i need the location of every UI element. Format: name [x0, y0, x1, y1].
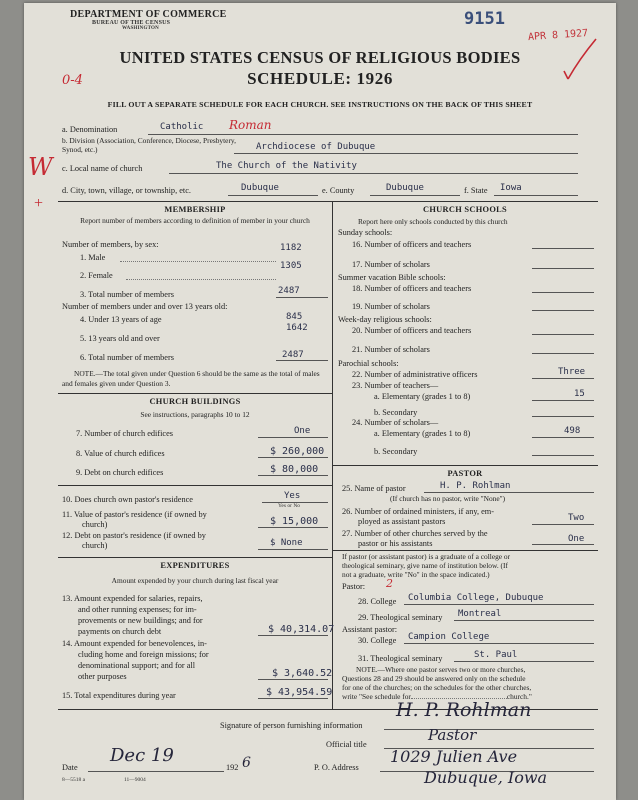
- q26-label: 26. Number of ordained ministers, if any, em- ployed as assistant pastors: [342, 507, 494, 526]
- weekday-schools-label: Week-day religious schools:: [338, 315, 432, 324]
- edifices-count-label: 7. Number of church edifices: [76, 429, 173, 438]
- q14-label: 14. Amount expended for benevolences, in- cluding home and foreign missions; for denominational support; and for all other purposes: [62, 639, 209, 681]
- instructions-line: FILL OUT A SEPARATE SCHEDULE FOR EACH CHURCH. SEE INSTRUCTIONS ON THE BACK OF THIS SHEET: [107, 100, 533, 109]
- q29-label: 29. Theological seminary: [358, 613, 443, 622]
- pastor-sub-label: Pastor:: [342, 582, 366, 591]
- edifices-value-value: $ 260,000: [270, 446, 325, 457]
- county-value: Dubuque: [386, 183, 424, 193]
- q13-label: 13. Amount expended for salaries, repairs, and other running expenses; for im- provements or new buildings; and for payments on church debt: [62, 594, 203, 636]
- q18-label: 18. Number of officers and teachers: [352, 284, 472, 293]
- residence-value-label-2: church): [82, 520, 108, 529]
- total-members-age-label: 6. Total number of members: [80, 353, 174, 362]
- owns-residence-value: Yes: [284, 491, 301, 501]
- denomination-label: a. Denomination: [62, 125, 118, 134]
- pastor-red-mark: 2: [386, 577, 393, 590]
- form-subtitle: SCHEDULE: 1926: [247, 69, 393, 88]
- q29-value: Montreal: [458, 609, 502, 619]
- q24-label: 24. Number of scholars—: [352, 418, 439, 427]
- q30-label: 30. College: [358, 636, 397, 645]
- schools-intro: Report here only schools conducted by this church: [358, 217, 508, 226]
- address-label: P. O. Address: [314, 763, 359, 772]
- q31-value: St. Paul: [474, 650, 518, 660]
- q14-value: $ 3,640.52: [272, 668, 333, 679]
- total-members-label: 3. Total number of members: [80, 290, 174, 299]
- membership-note: NOTE.—The total given under Question 6 should be the same as the total of males and females given under Question 3.: [62, 369, 320, 388]
- q17-label: 17. Number of scholars: [352, 260, 430, 269]
- female-value: 1305: [280, 261, 302, 271]
- total-members-value: 2487: [278, 286, 300, 296]
- membership-heading: MEMBERSHIP: [164, 205, 226, 214]
- residence-value-value: $ 15,000: [270, 516, 319, 527]
- male-value: 1182: [280, 243, 302, 253]
- expenditures-heading: EXPENDITURES: [160, 561, 230, 570]
- edifices-value-label: 8. Value of church edifices: [76, 449, 165, 458]
- owns-residence-label: 10. Does church own pastor's residence: [62, 495, 193, 504]
- received-date-stamp: APR 8 1927: [527, 27, 589, 44]
- membership-intro: Report number of members according to definition of member in your church: [80, 216, 310, 225]
- margin-w-mark: W: [28, 153, 53, 181]
- year-digit: 6: [242, 755, 251, 771]
- division-label: b. Division (Association, Conference, Diocese, Presbytery, Synod, etc.): [62, 136, 236, 154]
- over-13-label: 5. 13 years old and over: [80, 334, 160, 343]
- signature-value: H. P. Rohlman: [396, 699, 532, 721]
- total-expenditures-value: $ 43,954.59: [266, 687, 333, 698]
- plus-mark-icon: +: [34, 195, 44, 212]
- form-title: UNITED STATES CENSUS OF RELIGIOUS BODIES: [119, 48, 521, 67]
- state-label: f. State: [464, 186, 488, 195]
- year-prefix: 192: [226, 763, 239, 772]
- yes-no-hint: Yes or No: [278, 503, 301, 509]
- q24a-value: 498: [564, 426, 581, 436]
- official-title-label: Official title: [326, 740, 367, 749]
- graduate-note: If pastor (or assistant pastor) is a graduate of a college or theological seminary, give name of institution below. (If not a graduate, write "No" in the space indicated.): [342, 552, 511, 579]
- department-name: DEPARTMENT OF COMMERCE: [70, 9, 227, 20]
- state-value: Iowa: [500, 183, 522, 193]
- city-label: d. City, town, village, or township, etc.: [62, 186, 191, 195]
- q25-value: H. P. Rohlman: [440, 481, 511, 491]
- buildings-intro: See instructions, paragraphs 10 to 12: [140, 410, 250, 419]
- q26-value: Two: [568, 513, 585, 523]
- residence-debt-value: $ None: [270, 538, 303, 548]
- address-line-1: 1029 Julien Ave: [390, 747, 518, 766]
- male-label: 1. Male: [80, 253, 106, 262]
- department-heading: [70, 9, 227, 31]
- census-schedule-sheet: [24, 3, 616, 800]
- members-by-age-label: Number of members under and over 13 years old:: [62, 302, 228, 311]
- q23b-label: b. Secondary: [374, 408, 418, 417]
- q19-label: 19. Number of scholars: [352, 302, 430, 311]
- church-name-label: c. Local name of church: [62, 164, 143, 173]
- schedule-number: 9151: [464, 9, 505, 29]
- q21-label: 21. Number of scholars: [352, 345, 430, 354]
- edifices-debt-label: 9. Debt on church edifices: [76, 468, 164, 477]
- q23a-label: a. Elementary (grades 1 to 8): [374, 392, 471, 401]
- date-label: Date: [62, 763, 78, 772]
- female-label: 2. Female: [80, 271, 113, 280]
- buildings-heading: CHURCH BUILDINGS: [149, 397, 241, 406]
- members-by-sex-label: Number of members, by sex:: [62, 240, 159, 249]
- code-mark: 0-4: [62, 73, 83, 88]
- over-13-value: 1642: [286, 323, 308, 333]
- print-code: 11—9004: [124, 777, 146, 783]
- signature-label: Signature of person furnishing information: [220, 721, 363, 730]
- q31-label: 31. Theological seminary: [358, 654, 443, 663]
- edifices-debt-value: $ 80,000: [270, 464, 319, 475]
- q25-label: 25. Name of pastor: [342, 484, 406, 493]
- q20-label: 20. Number of officers and teachers: [352, 326, 472, 335]
- form-code: 8—5518 a: [62, 777, 86, 783]
- city-value: Dubuque: [241, 183, 279, 193]
- under-13-label: 4. Under 13 years of age: [80, 315, 162, 324]
- church-name-value: The Church of the Nativity: [216, 161, 357, 171]
- q28-value: Columbia College, Dubuque: [408, 593, 544, 603]
- q13-value: $ 40,314.07: [268, 624, 335, 635]
- q24b-label: b. Secondary: [374, 447, 418, 456]
- total-expenditures-label: 15. Total expenditures during year: [62, 691, 176, 700]
- denomination-handwritten: Roman: [229, 118, 272, 132]
- date-value: Dec 19: [110, 745, 174, 766]
- bureau-city: WASHINGTON: [122, 26, 159, 31]
- residence-debt-label-2: church): [82, 541, 108, 550]
- parochial-schools-label: Parochial schools:: [338, 359, 399, 368]
- official-title-value: Pastor: [428, 726, 477, 744]
- pastor-heading: PASTOR: [447, 469, 483, 478]
- q23-label: 23. Number of teachers—: [352, 381, 439, 390]
- q23a-value: 15: [574, 389, 585, 399]
- under-13-value: 845: [286, 312, 303, 322]
- q30-value: Campion College: [408, 632, 490, 642]
- q25-note: (If church has no pastor, write "None"): [390, 494, 506, 503]
- schools-heading: CHURCH SCHOOLS: [422, 205, 507, 214]
- q16-label: 16. Number of officers and teachers: [352, 240, 472, 249]
- sunday-schools-label: Sunday schools:: [338, 228, 393, 237]
- summer-schools-label: Summer vacation Bible schools:: [338, 273, 446, 282]
- q22-label: 22. Number of administrative officers: [352, 370, 478, 379]
- county-label: e. County: [322, 186, 355, 195]
- address-line-2: Dubuque, Iowa: [424, 768, 548, 787]
- expenditures-intro: Amount expended by your church during last fiscal year: [111, 576, 279, 585]
- q24a-label: a. Elementary (grades 1 to 8): [374, 429, 471, 438]
- pastor-note: NOTE.—Where one pastor serves two or more churches, Questions 28 and 29 should be answered only on the schedule for one of the churches; on the schedules for the other churches, write "See schedule for church.": [342, 665, 532, 701]
- total-members-age-value: 2487: [282, 350, 304, 360]
- q22-value: Three: [558, 367, 586, 377]
- residence-value-label: 11. Value of pastor's residence (if owned by: [62, 510, 207, 519]
- division-value: Archdiocese of Dubuque: [256, 142, 376, 152]
- assistant-pastor-label: Assistant pastor:: [342, 625, 398, 634]
- q27-label: 27. Number of other churches served by the pastor or his assistants: [342, 529, 488, 548]
- q28-label: 28. College: [358, 597, 397, 606]
- denomination-value: Catholic: [160, 122, 204, 132]
- edifices-count-value: One: [294, 426, 311, 436]
- q27-value: One: [568, 534, 585, 544]
- residence-debt-label: 12. Debt on pastor's residence (if owned by: [62, 531, 206, 540]
- bureau-name: BUREAU OF THE CENSUS: [92, 20, 171, 26]
